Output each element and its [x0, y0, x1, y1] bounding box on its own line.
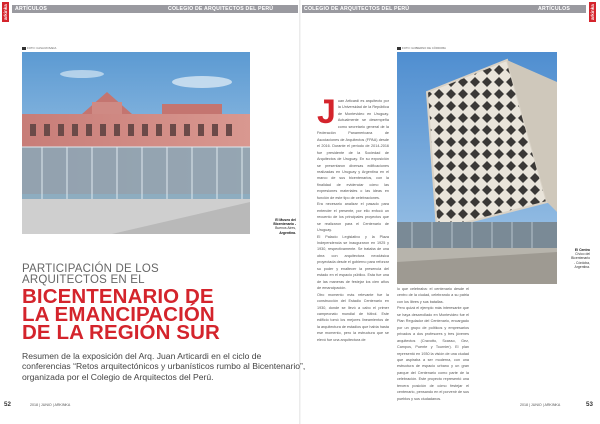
title-line-1: BICENTENARIO DE	[22, 285, 214, 308]
section-label-right: ARTÍCULOS	[538, 6, 571, 12]
dropcap: J	[317, 93, 336, 131]
arkinka-logo-right	[589, 2, 596, 22]
casa-rosada-illustration	[22, 52, 250, 234]
caption-left-line-3: Buenos Aires,	[275, 226, 296, 231]
photo-credit-left	[22, 46, 56, 50]
photo-credit-right	[397, 46, 446, 50]
col1-paragraph-4: Otro momento más relevante fue la construcción del Estadio Centenario en 1930, donde se llevó a cabo el primer campeonato mundial de fútbol. Este edificio tomó los mejores lineamientos de la arquitectura de estadios que había hasta ese momento, pero la estructura que se elevó fue una arquitectura de	[317, 292, 389, 342]
page-number-left: 52	[4, 401, 11, 408]
photo-credit-right-text: FOTO: GOBIERNO DE CÓRDOBA	[402, 46, 446, 50]
centro-civico-illustration	[397, 52, 557, 284]
col1-paragraph-3: El Palacio Legislativo y la Plaza Independencia se inauguraron en 1925 y 1930, respectivamente. Se trataba de una obra con arquitectura neoclásica proyectada desde el gobierno para reforzar su poder y enaltecer la presencia del estado en el espacio público. Esta fue una de las maneras de festejar los cien años de emancipación.	[317, 234, 389, 291]
col1-paragraph-2: Era necesario analizar el pasado para entender el presente, por ello enfocó un recuento de los principales proyectos que se realizaron para el Centenario de Uruguay.	[317, 202, 389, 233]
caption-right-line-5: Argentina.	[574, 264, 590, 269]
body-column-2	[397, 286, 469, 401]
kicker-line-2: ARQUITECTOS EN EL	[22, 274, 145, 286]
article-lead: Resumen de la exposición del Arq. Juan Articardi en el ciclo de conferencias “Retos arquitectónicos y urbanísticos rumbo al Bicentenario”, organizada por el Colegio de Arquitectos del Perú.	[22, 351, 306, 382]
title-line-2: LA EMANCIPACIÓN	[22, 303, 215, 326]
page-number-right: 53	[586, 401, 593, 408]
col1-paragraph-1: uan Articardi es arquitecto por la Universidad de la República de Montevideo en Uruguay. Actualmente se desempeña como secretario general de la Federación Panamericana de Asociaciones de Arquitectos (FPAA) desde el 2016. Durante el periodo de 2014-2016 fue presidente de la Sociedad de Arquitectos de Uruguay. En su exposición se presentaron diversas edificaciones realizadas en Uruguay y Argentina en el marco de sus bicentenarios, con la finalidad de evidenciar cómo las expresiones materiales o las ideas en función de este tipo de celebraciones.	[317, 99, 389, 200]
caption-left-line-1: El Museo del	[275, 218, 296, 222]
caption-right-line-4: - Córdoba,	[573, 260, 590, 265]
kicker-line-1: PARTICIPACIÓN DE LOS	[22, 263, 159, 275]
photo-caption-left	[256, 218, 296, 235]
casa-rosada-photo	[22, 52, 250, 234]
title-line-3: DE LA REGIÓN SUR	[22, 321, 220, 344]
arkinka-logo-left	[2, 2, 9, 22]
section-label-left: ARTÍCULOS	[15, 6, 48, 12]
caption-left-line-2: Bicentenario -	[273, 222, 296, 227]
caption-right-line-3: Bicentenario	[571, 256, 590, 261]
org-label-left: COLEGIO DE ARQUITECTOS DEL PERÚ	[168, 6, 274, 12]
centro-civico-photo	[397, 52, 557, 284]
caption-left-line-4: Argentina.	[279, 230, 296, 235]
logo-text-left: arkinka	[3, 4, 8, 20]
logo-text-right: arkinka	[590, 4, 595, 20]
issue-info-left: 2018 | JUNIO | ARKINKA	[30, 403, 71, 407]
org-label-right: COLEGIO DE ARQUITECTOS DEL PERÚ	[304, 6, 410, 12]
col2-paragraph-1: lo que celebraba: el centenario desde el centro de la ciudad, celebrando a su patria con los libres y sus batallas.	[397, 287, 469, 304]
body-column-1	[317, 93, 389, 398]
col2-paragraph-2: Pero quizá el ejemplo más interesante que se haya desarrollado en Montevideo fue el Plan Regulador del Centenario, encargado por un grupo de políticos y empresarios privados a dos profesores y tres jóvenes arquitectos (Cravotto, Scasso, Gez, Campos, Puente y Tournier). El plan representó en 1930 la visión de una ciudad que aspiraba a ser moderna, con una estructura de espacio urbano y un gran parque del Centenario como parte de la celebración. Este proyecto representó una tercera posición de cómo festejar el centenario, pensando en el porvenir de sus pueblos y sus ciudadanos.	[397, 306, 469, 401]
issue-info-right: 2018 | JUNIO | ARKINKA	[520, 403, 561, 407]
photo-caption-right	[560, 248, 590, 269]
caption-right-line-2: Cívico del	[575, 252, 590, 257]
photo-credit-left-text: FOTO: CASA ROSADA	[27, 46, 57, 50]
caption-right-line-1: El Centro	[574, 248, 590, 252]
